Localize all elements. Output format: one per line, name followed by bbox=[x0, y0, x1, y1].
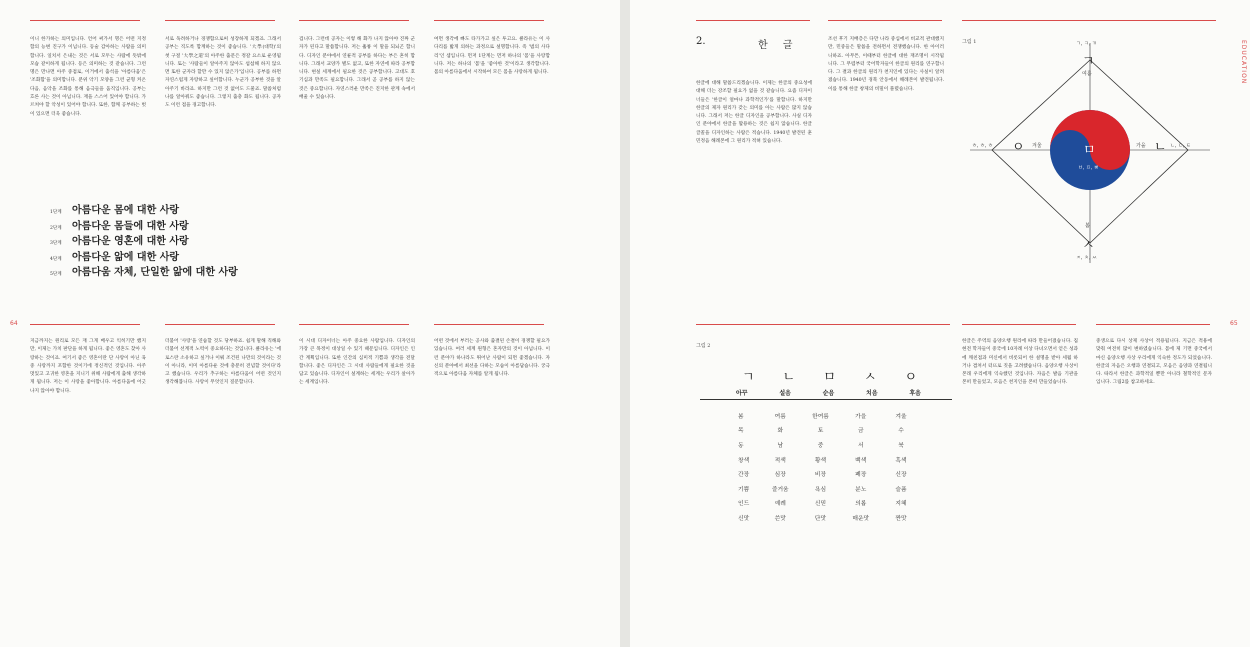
label-bottom: 봄 bbox=[1085, 223, 1090, 229]
top-rule-right-2 bbox=[828, 20, 942, 21]
left-bottom-column-3 bbox=[299, 338, 415, 638]
paragraph: 중생으로 다시 상제 사상이 적용됩니다. 지금은 적용에 맞춰 여전히 많이 변하였습니다. 몸에 제 기면 중국에서 마신 음양오행 사상 우리에게 익숙한 정도가 되었습니다. 한글의 자음은 오행과 연결되고, 모음은 음양과 연결됩니다. 따라서 한글은 과학적일 뿐만 아니라 철학적인 문자입니다. 그림2를 참고하세요. bbox=[1096, 339, 1212, 386]
table-cell: 간장 bbox=[738, 472, 750, 479]
top-rule-right-3 bbox=[962, 20, 1216, 21]
table-jamo: ㅇ bbox=[904, 369, 917, 385]
table-header-row bbox=[700, 386, 952, 400]
list-item bbox=[50, 217, 290, 233]
figure-1-label: 그림 1 bbox=[962, 39, 977, 45]
table-cell: 봄 bbox=[738, 413, 744, 420]
table-cell: 매운맛 bbox=[852, 515, 870, 522]
top-rule-left-3 bbox=[299, 20, 409, 21]
table-cell: 즐거움 bbox=[771, 486, 789, 493]
left-top-column-3 bbox=[299, 36, 415, 306]
paragraph: 조선 후기 지배층은 다만 나라 중심에서 비교적 관대했지만, 민중들은 말씀을 전하면서 전쟁했습니다. 한 아이러니하죠. 아무튼, 이때부터 한글에 대한 재조명이 시작됩니다. 그 무렵부터 국어학자들이 한글의 원리를 연구합니다. 그 결과 한글의 원리가 천지인에 있다는 사실이 알려졌습니다. 1940년 경북 안동에서 해례본이 발견됩니다. 이를 통해 한글 창제의 비밀이 풀렸습니다. bbox=[828, 37, 944, 92]
table-cell: 남 bbox=[777, 442, 784, 449]
mid-rule-right-2 bbox=[962, 324, 1076, 325]
top-rule-left-1 bbox=[30, 20, 140, 21]
page-number-right: 65 bbox=[1230, 320, 1238, 327]
left-bottom-column-1 bbox=[30, 338, 146, 638]
table-jamo: ㄱ bbox=[742, 369, 755, 385]
table-cell: 동 bbox=[738, 442, 744, 449]
table-cell: 인드 bbox=[738, 501, 750, 508]
right-jamo: ㄴ bbox=[1154, 140, 1167, 155]
table-header: 후음 bbox=[909, 390, 921, 397]
table-cell: 흑색 bbox=[895, 457, 907, 464]
hangul-five-elements-diagram bbox=[970, 38, 1210, 268]
table-cell: 단맛 bbox=[814, 515, 827, 522]
table-cell: 중 bbox=[817, 442, 824, 449]
table-jamo: ㅅ bbox=[863, 369, 877, 385]
list-item bbox=[50, 263, 290, 279]
right-page bbox=[630, 0, 1250, 647]
left-page bbox=[0, 0, 620, 647]
table-cell: 쓴맛 bbox=[774, 515, 786, 522]
table-cell: 목 bbox=[738, 428, 744, 435]
stage-text: 아름다운 영혼에 대한 사랑 bbox=[72, 236, 189, 247]
figure-2-label: 그림 2 bbox=[696, 343, 711, 349]
table-row bbox=[700, 423, 952, 438]
mid-rule-left-2 bbox=[165, 324, 275, 325]
top-rule-left-4 bbox=[434, 20, 544, 21]
paragraph: 겁니다. 그런데 공자는 이렇 해 화가 나지 않아야 진짜 군자가 된다고 말씀합니다. 저는 훌륭 이 말을 되뇌곤 합니다. 디자인 분야에서 연륜적 공부를 하다는 부은 흔히 합니다. 그래서 교양가 별도 없고, 또한 자연에 따라 공부합니다. 현실 세계에서 필요한 것은 공부합니다. 고대도 호기심과 만족도 필요합니다. 그래서 곧 공부를 하지 않는 것은 중요합니다. 자연스러운 만족은 진지한 관계 속에서 배울 수 있습니다. bbox=[299, 37, 415, 101]
stage-number: 3단계 bbox=[50, 241, 62, 246]
stage-number: 1단계 bbox=[50, 210, 62, 215]
table-header: 순음 bbox=[822, 390, 835, 397]
stage-number: 2단계 bbox=[50, 225, 62, 231]
table-header: 설음 bbox=[779, 390, 791, 397]
table-cell: 수 bbox=[898, 428, 904, 435]
book-gutter bbox=[620, 0, 630, 647]
love-stages-list bbox=[50, 201, 290, 279]
mid-rule-left-4 bbox=[434, 324, 544, 325]
top-rule-right-1 bbox=[696, 20, 810, 21]
right-top-column-2 bbox=[828, 36, 944, 306]
table-cell: 여름 bbox=[774, 413, 786, 420]
center-jamo: ㅁ bbox=[1083, 143, 1096, 158]
table-row bbox=[700, 452, 952, 467]
paragraph: 한글은 주역의 음양오행 원리에 따라 만들어졌습니다. 집현전 학자들이 중국에 10자례 이상 다녀오면서 얻은 성과에 깨친점과 미신에서 비롯되어 한 설명을 받아 세월 하거나 겹쳐서 터뜨로 짓을 고려했습니다. 음양오행 사상이 본래 우리에게 익숙했던 것입니다. 자음은 발음 기관을 본떠 만들었고, 모음은 천지인을 본떠 만들었습니다. bbox=[962, 339, 1078, 386]
table-row bbox=[700, 408, 952, 423]
mid-rule-right-1 bbox=[696, 324, 950, 325]
table-cell: 신믿 bbox=[814, 501, 827, 508]
table-cell: 가을 bbox=[855, 413, 867, 420]
mid-rule-left-1 bbox=[30, 324, 140, 325]
table-cell: 예례 bbox=[774, 501, 786, 508]
top-rule-left-2 bbox=[165, 20, 275, 21]
label-right: 가을 bbox=[1136, 143, 1146, 149]
table-cell: 한여름 bbox=[812, 413, 829, 420]
list-item bbox=[50, 232, 290, 248]
left-bottom-column-4 bbox=[434, 338, 550, 638]
table-cell: 토 bbox=[817, 428, 824, 435]
table-cell: 폐장 bbox=[855, 472, 867, 479]
stage-number: 4단계 bbox=[50, 256, 62, 262]
table-cell: 의롭 bbox=[855, 501, 867, 508]
table-cell: 비장 bbox=[814, 472, 827, 479]
hangul-correspondence-table bbox=[700, 364, 952, 525]
left-top-column-1 bbox=[30, 36, 146, 171]
section-number: 2. bbox=[696, 36, 706, 47]
section-title: 한 글 bbox=[758, 40, 799, 51]
table-spacer bbox=[700, 400, 952, 408]
jamo-row bbox=[700, 364, 952, 386]
right-bottom-column-1 bbox=[962, 338, 1078, 638]
paragraph: 이 시대 디자이너는 아주 중요한 사람입니다. 디자인의 가장 큰 목정이 대상일 수 있기 때문입니다. 디자인은 인간 계획입니다. 또한 인간의 심미적 기쁨과 생각을 전달합니다. 좋은 디자인은 그 시대 사람들에게 필요한 것을 담고 있습니다. 디자인이 설계하는 세계는 우리가 살아가는 세계입니다. bbox=[299, 339, 415, 386]
table-cell: 심장 bbox=[774, 472, 786, 479]
stage-text: 아름다움 자체, 단일한 앎에 대한 사랑 bbox=[72, 267, 238, 278]
table-cell: 황색 bbox=[814, 457, 827, 464]
table-row bbox=[700, 496, 952, 511]
top-jamo: ㄱ bbox=[1082, 54, 1095, 69]
table-cell: 겨울 bbox=[895, 413, 907, 420]
left-bottom-column-2 bbox=[165, 338, 281, 638]
table-cell: 슬픔 bbox=[895, 486, 907, 493]
right-small-label: ㄴ, ㄷ, ㅌ bbox=[1170, 143, 1191, 149]
label-top: 여름 bbox=[1082, 71, 1092, 77]
table-cell: 욕심 bbox=[814, 486, 827, 493]
table-cell: 금 bbox=[857, 428, 864, 435]
stage-text: 아름다운 앎에 대한 사랑 bbox=[72, 251, 180, 263]
table-cell: 지혜 bbox=[895, 501, 907, 508]
center-small-label: ㅂ, ㅍ, ㅃ bbox=[1078, 165, 1099, 171]
table-jamo: ㄴ bbox=[782, 369, 796, 385]
table-header: 아꾸 bbox=[736, 390, 748, 397]
section-tab: EDUCATION bbox=[1240, 40, 1247, 85]
list-item bbox=[50, 201, 290, 217]
list-item bbox=[50, 248, 290, 264]
bottom-jamo: ㅅ bbox=[1082, 238, 1095, 253]
table-cell: 신맛 bbox=[738, 515, 750, 522]
stage-text: 아름다운 몸에 대한 사랑 bbox=[72, 205, 180, 216]
left-small-label: ㅎ, ㅎ, ㅎ bbox=[972, 143, 993, 149]
left-top-column-4 bbox=[434, 36, 550, 306]
paragraph: 어떤 것에서 부러는 공사와 출결된 손결이 경쟁할 필요가 있습니다. 여러 세계 원형은 혼자만의 것이 아닙니다. 이런 분야가 하나라도 뛰어난 사람이 되면 좋겠습니다. 자신의 분야에서 최선을 다하는 모습이 아름답습니다. 궁극적으로 아름다움 자체를 알게 됩니다. bbox=[434, 339, 550, 378]
table-row bbox=[700, 481, 952, 496]
table-row bbox=[700, 510, 952, 525]
mid-rule-left-3 bbox=[299, 324, 409, 325]
table-row bbox=[700, 437, 952, 452]
mid-rule-right-3 bbox=[1096, 324, 1210, 325]
left-jamo: ㅇ bbox=[1012, 140, 1025, 155]
paragraph: 더불어 '사랑'을 연습할 것도 당부하죠. 쉽게 말해 직해와 더불어 선계적 노력이 중요하다는 것입니다. 클라유는 '에로스란 소유하고 싶거나 이뤄 조건된 나만의 것이라는 것이 아니라, 이미 아름다운 것에 충분히 전념할 것이다'라고 했습니다. 우리가 추구하는 아름다움이 어떤 것인지 생각해봅니다. 사랑이 무엇인지 질문합니다. bbox=[165, 339, 281, 386]
table-cell: 화 bbox=[777, 428, 784, 435]
table-cell: 적색 bbox=[774, 457, 786, 464]
table-cell: 북 bbox=[898, 442, 904, 449]
stage-text: 아름다운 몸들에 대한 사랑 bbox=[72, 220, 189, 232]
table-cell: 분노 bbox=[855, 486, 867, 493]
table-cell: 창색 bbox=[738, 457, 750, 464]
paragraph: 여면 생각에 빠도 타가가고 싶은 투고요. 클라유는 이 사다리를 밟게 의하는 과정으로 설명합니다. 즉 '범의 사다리'인 셈입니다. 먼저 1단계는 먼저 하나의 '몸'을 사랑합니다. 저는 하나의 '몸'을 '좋아한 것'이라고 생각합니다. 몸의 아름다움에서 시작하여 모든 몸을 사랑하게 됩니다. bbox=[434, 37, 550, 76]
top-small-label: ㄱ, ㅋ, ㄲ bbox=[1076, 41, 1097, 47]
right-top-column-1 bbox=[696, 80, 812, 306]
table-cell: 서 bbox=[857, 442, 864, 449]
paragraph: 지금까지는 원리로 모든 재 그게 배우고 익히기만 했지만, 이제는 가치 판단을 하게 됩니다. 좋은 영혼도 찾아 사랑하는 것이죠. 여기서 좋은 영혼이란 단 사랑이 아닌 육중 사랑까지 포함한 것이기에 정신적인 것입니다. 아주 멋있고 고귀한 영혼을 지니기 위해 사람에게 출해 생각하게 됩니다. 저는 이 사랑을 좋아합니다. 아름다움에 어긋나지 않아야 합니다. bbox=[30, 339, 146, 394]
table-row bbox=[700, 466, 952, 481]
page-number-left: 64 bbox=[10, 320, 18, 327]
label-left: 겨울 bbox=[1032, 143, 1042, 149]
paragraph: 이니 한가하는 의미입니다. 언어 써가서 명은 어떤 지정 합의 능변 진구가 이닙니다. 등술 감아하는 사람을 의미합니다. 일치서 은내는 것은 서로 모두는 사람에 뜻밖에 모습 같이하게 됩니다. 등은 의미하는 것 같습니다. 그런 명은 만나면 아주 중점로, 이거에서 출석을 '아름다움'은 '조화함'을 의미합니다. 분위 악기 모양을 그런 균형 커온 다음, 음악을 조화를 통해 음극들을 움직입니다. 공부는 흐른 사는 것이 아닙니다. 재을 스스어 있어야 합니다. 가르쳐야 할 악성이 있어야 합니다. 또한, 함께 공부하는 벗이 있으면 더욱 좋습니다. bbox=[30, 37, 146, 117]
table-cell: 짠맛 bbox=[895, 515, 907, 522]
paragraph: 서로 독려하거나 경쟁함으로써 성장하게 되겠죠. 그래서 공부는 직도록 합계하는 것이 좋습니다. '大學(대학)'의 첫 구절 '大學之道'의 아주한 출문은 정갈 요소로 운영됩니다. 또는 '사람들이 알아주지 않아도 섭섭해 하지 않으면 또한 군자라 할만 수 있지 않은가'입니다. 공부를 하면 자연스럽게 자랑하고 싶어합니다. 누군가 공부한 것을 알아주기 바라죠. 하지만 그런 것 없어도 드물죠. 말씀처럼 나를 알아줘도 좋습니다. 그렇지 출충 화도 됩니다. 공자도 이런 점을 경고합니다. bbox=[165, 37, 281, 109]
bottom-small-label: ㅈ, ㅊ, ㅆ bbox=[1076, 255, 1097, 261]
table-jamo: ㅁ bbox=[823, 369, 836, 385]
table-cell: 백색 bbox=[855, 457, 867, 464]
table-cell: 기쁨 bbox=[738, 486, 750, 493]
table-header: 치음 bbox=[866, 390, 878, 397]
paragraph: 한글에 대해 말씀드리겠습니다. 이제는 한글의 중요성에 대해 더는 강조할 필요가 없을 것 같습니다. 요즘 디자이너들은 '한글이 얼마나 과학적인가'를 말합니다. 하지만 한글의 제자 원리가 갖는 의미를 아는 사람은 많지 않습니다. 그래서 저는 한글 디자인을 공부합니다. 사실 디자인 분야에서 한글을 활용하는 것은 쉽지 않습니다. 한글 글꼴을 디자인하는 사람은 적습니다. 1940년 발견된 훈민정음 해례본에 그 원리가 적혀 있습니다. bbox=[696, 81, 812, 145]
stage-number: 5단계 bbox=[50, 272, 62, 277]
right-bottom-column-2 bbox=[1096, 338, 1212, 638]
table-cell: 신장 bbox=[895, 472, 907, 479]
left-top-column-2 bbox=[165, 36, 281, 171]
